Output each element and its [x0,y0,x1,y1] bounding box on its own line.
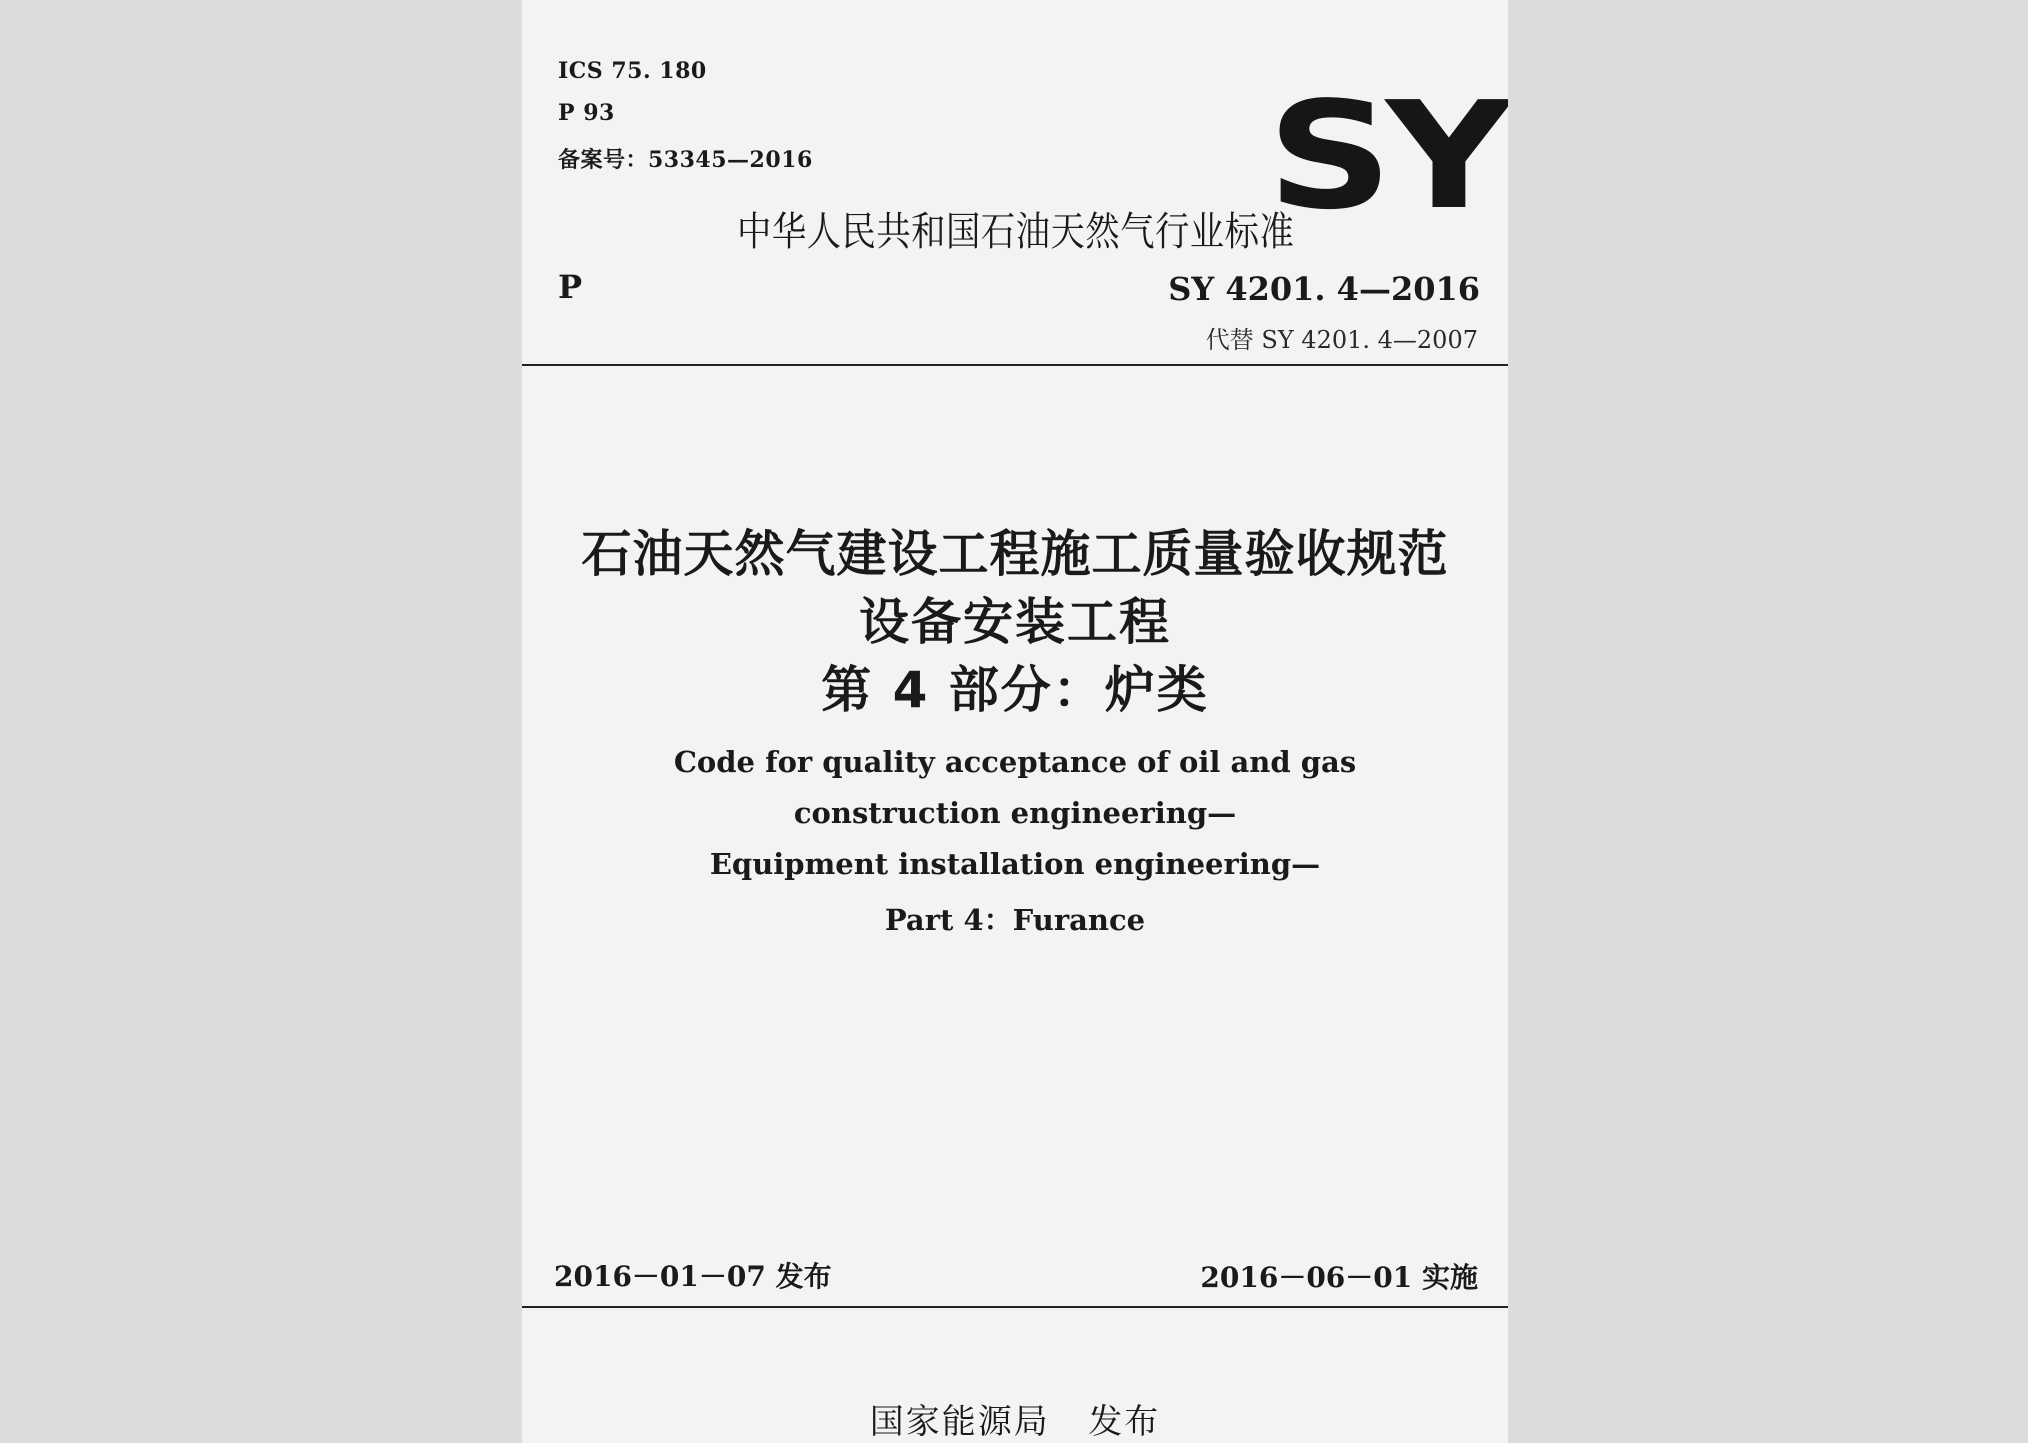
en-title-line-3: Equipment installation engineering— [709,847,1321,881]
issue-date: 2016－01－07 发布 [554,1260,832,1293]
industry-standard-title: 中华人民共和国石油天然气行业标准 [737,209,1295,255]
cn-title-line-1: 石油天然气建设工程施工质量验收规范 [581,525,1449,583]
classification-letter: P [558,268,583,306]
cn-title-line-2: 设备安装工程 [859,593,1171,651]
standard-cover-page [522,0,1508,1443]
ccs-code: P 93 [558,100,615,126]
ics-code: ICS 75. 180 [558,58,707,84]
en-title-line-4: Part 4：Furance [884,903,1146,937]
implementation-date: 2016－06－01 实施 [1200,1261,1478,1294]
en-title-line-1: Code for quality acceptance of oil and gas [673,745,1357,779]
standard-number: SY 4201. 4—2016 [1168,270,1480,308]
sy-logo: SY [1267,70,1506,242]
cn-title-line-3: 第 4 部分：炉类 [821,661,1209,719]
top-divider [522,364,1508,366]
publisher: 国家能源局 发布 [869,1402,1161,1442]
replaces-standard: 代替 SY 4201. 4—2007 [1205,326,1478,354]
bottom-divider [522,1306,1508,1308]
en-title-line-2: construction engineering— [793,796,1237,830]
registration-number: 备案号：53345—2016 [558,147,813,173]
